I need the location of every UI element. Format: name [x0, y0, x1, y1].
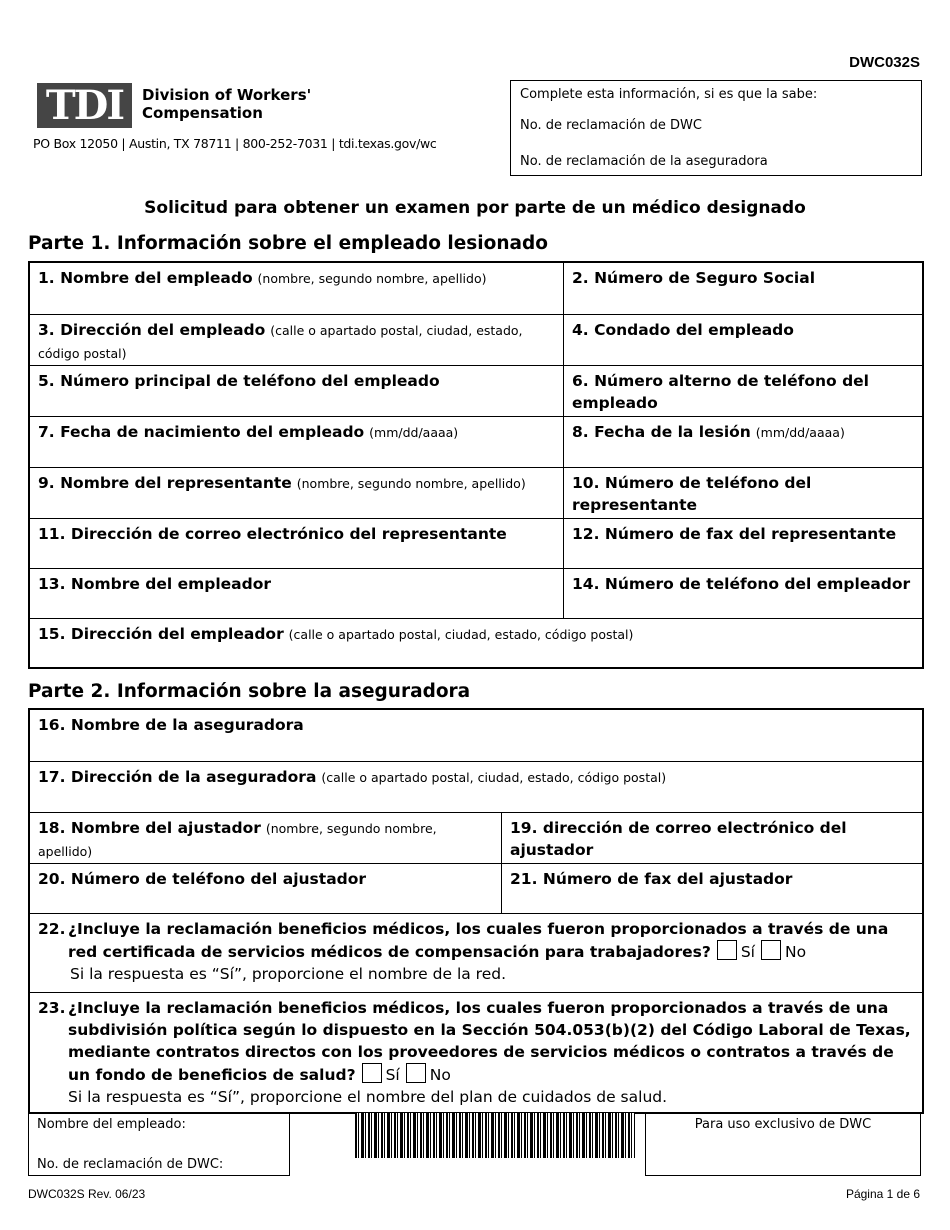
form-field[interactable] [30, 467, 563, 518]
form-field[interactable] [563, 314, 922, 365]
field-label: 2. Número de Seguro Social [572, 269, 816, 287]
tdi-logo: TDI [37, 83, 132, 128]
form-field[interactable] [30, 568, 563, 619]
q22-text: ¿Incluye la reclamación beneficios médicos, los cuales fueron proporcionados a través de una red certificada de servicios médicos de compensación para trabajadores? [68, 920, 889, 961]
q23-no-checkbox[interactable] [406, 1063, 426, 1083]
address: PO Box 12050 | Austin, TX 78711 | 800-252-7031 | tdi.texas.gov/wc [33, 136, 437, 151]
form-title: Solicitud para obtener un examen por parte de un médico designado [144, 198, 806, 218]
field-label: 5. Número principal de teléfono del empleado [38, 372, 440, 390]
form-field[interactable] [563, 568, 922, 619]
form-field[interactable] [30, 518, 563, 569]
form-field[interactable] [501, 812, 922, 863]
part2-table [28, 708, 924, 1114]
field-hint: (calle o apartado postal, ciudad, estado, código postal) [288, 627, 634, 642]
field-label: 7. Fecha de nacimiento del empleado [38, 423, 365, 441]
question-22 [30, 913, 922, 992]
field-label: 17. Dirección de la aseguradora [38, 768, 317, 786]
org-line1: Division of Workers' [142, 86, 312, 104]
dwc-use-only-box [645, 1112, 921, 1176]
part1-table [28, 261, 924, 669]
form-id: DWC032S [849, 54, 920, 71]
field-label: 18. Nombre del ajustador [38, 819, 261, 837]
field-label: 19. dirección de correo electrónico del ajustador [510, 819, 847, 859]
q22-followup: Si la respuesta es “Sí”, proporcione el nombre de la red. [70, 965, 507, 983]
org-name [142, 86, 311, 122]
footer-employee-box [28, 1112, 290, 1176]
form-field[interactable] [30, 863, 501, 913]
q22-yes-label: Sí [740, 943, 755, 961]
q23-text: ¿Incluye la reclamación beneficios médicos, los cuales fueron proporcionados a través de una subdivisión política según lo dispuesto en la Sección 504.053(b)(2) del Código Laboral de Texas, mediante contratos directos con los proveedores de servicios médicos o contratos a través de un fondo de beneficios de salud? [68, 999, 911, 1084]
form-revision: DWC032S Rev. 06/23 [28, 1187, 146, 1201]
q22-yes-checkbox[interactable] [717, 940, 737, 960]
q22-no-label: No [784, 943, 807, 961]
footer-employee-name: Nombre del empleado: [37, 1117, 186, 1132]
q23-yes-label: Sí [385, 1066, 400, 1084]
field-label: 21. Número de fax del ajustador [510, 870, 793, 888]
claim-info-box [510, 80, 922, 176]
field-label: 9. Nombre del representante [38, 474, 292, 492]
q22-number: 22. [38, 920, 66, 938]
field-hint: (mm/dd/aaaa) [369, 425, 459, 440]
form-field[interactable] [30, 761, 922, 812]
barcode [355, 1113, 635, 1158]
carrier-claim-field[interactable]: No. de reclamación de la aseguradora [520, 154, 768, 169]
q22-no-checkbox[interactable] [761, 940, 781, 960]
field-hint: (nombre, segundo nombre, apellido) [257, 271, 487, 286]
form-field[interactable] [30, 314, 563, 365]
form-field[interactable] [563, 416, 922, 467]
form-field[interactable] [501, 863, 922, 913]
field-label: 11. Dirección de correo electrónico del representante [38, 525, 507, 543]
q23-no-label: No [429, 1066, 451, 1084]
q23-followup: Si la respuesta es “Sí”, proporcione el nombre del plan de cuidados de salud. [68, 1088, 668, 1106]
page-number: Página 1 de 6 [845, 1187, 920, 1201]
form-field[interactable] [30, 416, 563, 467]
field-label: 3. Dirección del empleado [38, 321, 266, 339]
form-field[interactable] [30, 618, 922, 667]
field-hint: (calle o apartado postal, ciudad, estado, código postal) [321, 770, 667, 785]
form-field[interactable] [30, 365, 563, 416]
field-label: 16. Nombre de la aseguradora [38, 716, 304, 734]
footer-dwc-claim: No. de reclamación de DWC: [37, 1157, 224, 1172]
form-field[interactable] [563, 365, 922, 416]
field-label: 4. Condado del empleado [572, 321, 794, 339]
form-field[interactable] [30, 710, 922, 761]
form-field[interactable] [563, 518, 922, 569]
field-label: 8. Fecha de la lesión [572, 423, 751, 441]
dwc-claim-field[interactable]: No. de reclamación de DWC [520, 118, 702, 133]
q23-number: 23. [38, 999, 66, 1017]
field-label: 15. Dirección del empleador [38, 625, 284, 643]
org-line2: Compensation [142, 104, 263, 122]
field-label: 14. Número de teléfono del empleador [572, 575, 911, 593]
field-label: 1. Nombre del empleado [38, 269, 253, 287]
form-field[interactable] [30, 263, 563, 314]
field-hint: (nombre, segundo nombre, apellido) [38, 821, 437, 859]
field-label: 13. Nombre del empleador [38, 575, 272, 593]
form-field[interactable] [563, 467, 922, 518]
field-label: 20. Número de teléfono del ajustador [38, 870, 367, 888]
part2-heading: Parte 2. Información sobre la aseguradora [28, 681, 471, 702]
field-hint: (calle o apartado postal, ciudad, estado, código postal) [38, 323, 523, 361]
field-label: 10. Número de teléfono del representante [572, 474, 812, 514]
form-field[interactable] [563, 263, 922, 314]
form-field[interactable] [30, 812, 501, 863]
question-23 [30, 992, 922, 1112]
field-hint: (mm/dd/aaaa) [755, 425, 845, 440]
q23-yes-checkbox[interactable] [362, 1063, 382, 1083]
field-label: 6. Número alterno de teléfono del empleado [572, 372, 869, 412]
field-hint: (nombre, segundo nombre, apellido) [296, 476, 526, 491]
info-intro: Complete esta información, si es que la sabe: [520, 87, 818, 102]
part1-heading: Parte 1. Información sobre el empleado lesionado [28, 233, 548, 254]
dwc-use-only-label: Para uso exclusivo de DWC [694, 1117, 872, 1132]
field-label: 12. Número de fax del representante [572, 525, 897, 543]
